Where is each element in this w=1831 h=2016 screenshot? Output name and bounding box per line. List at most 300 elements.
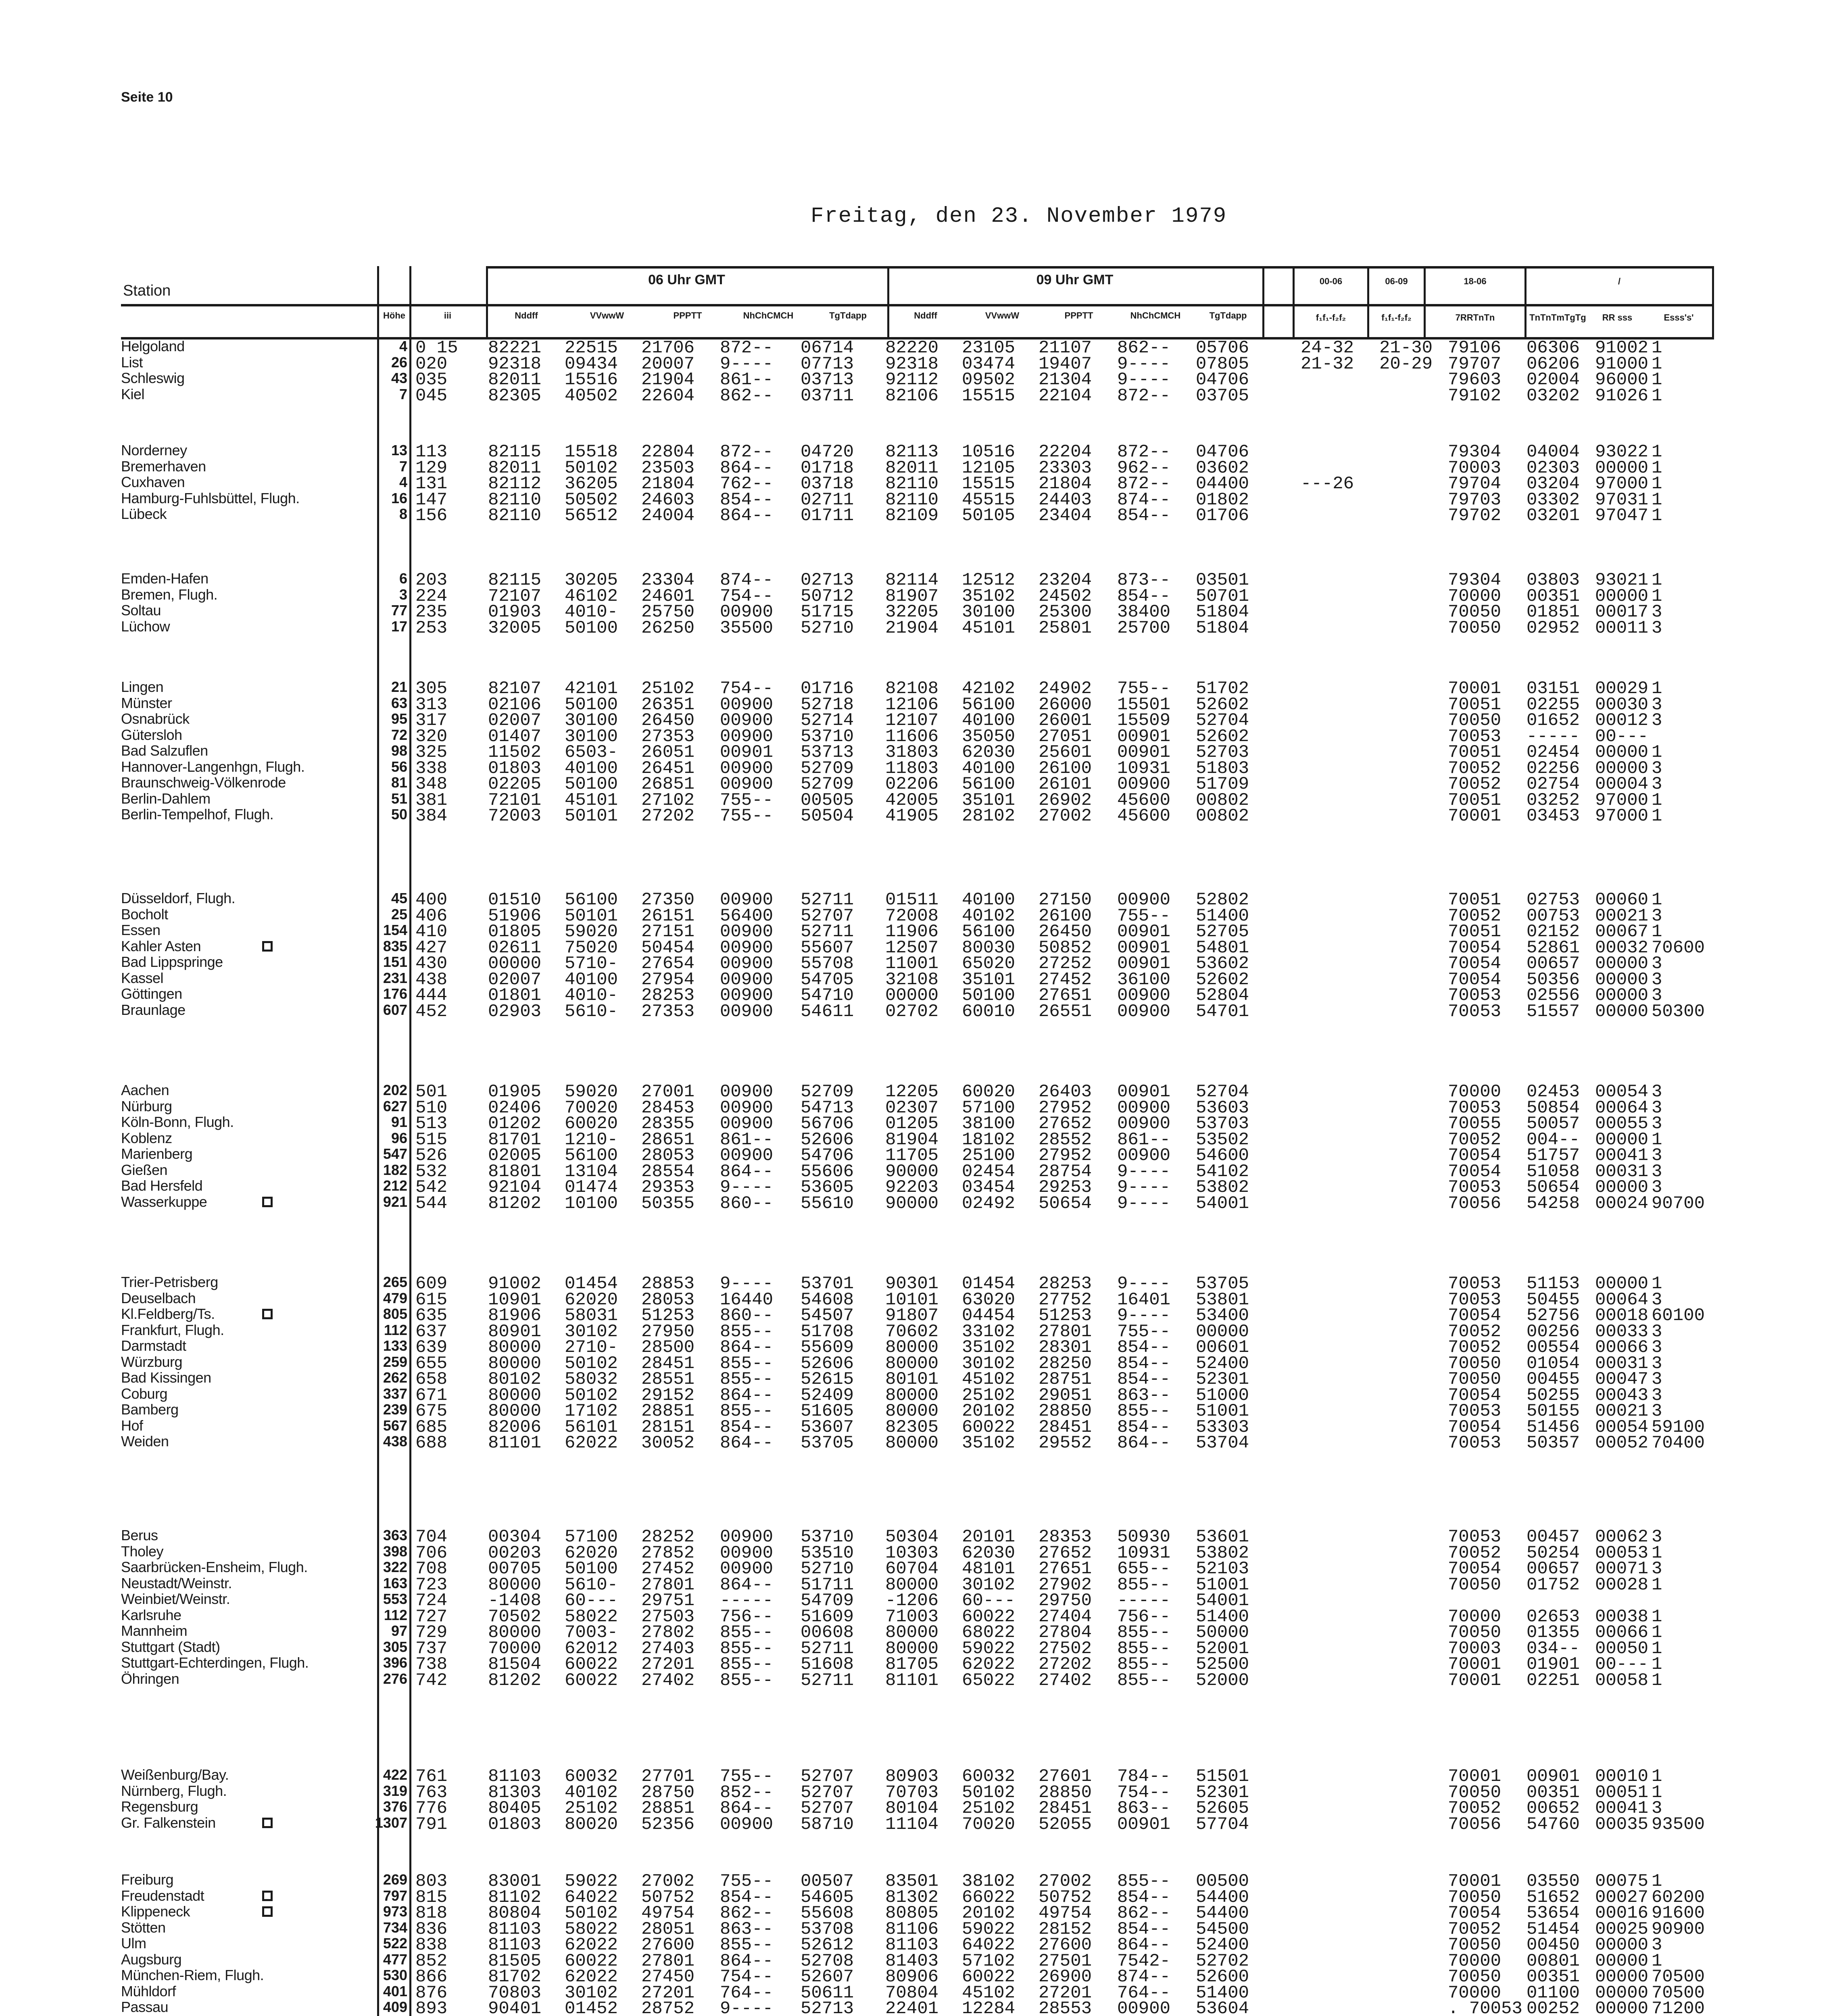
obs-value: 92318 — [488, 354, 542, 374]
obs-value: 852 — [415, 1951, 448, 1971]
obs-value: 00500 — [1196, 1871, 1249, 1891]
obs-value: 00038 — [1595, 1606, 1649, 1627]
obs-value: 1 — [1652, 1654, 1662, 1674]
obs-value: 82305 — [488, 385, 542, 406]
obs-value: 25100 — [962, 1145, 1016, 1166]
obs-value: 854-- — [1117, 1353, 1171, 1374]
obs-value: 3 — [1652, 1337, 1662, 1358]
obs-value: 60704 — [885, 1559, 939, 1579]
obs-value: 60032 — [565, 1766, 618, 1787]
obs-value: ----- — [1117, 1591, 1171, 1611]
obs-value: 00900 — [720, 1543, 774, 1563]
obs-value: 52400 — [1196, 1353, 1249, 1374]
obs-value: 58031 — [565, 1306, 618, 1326]
obs-value: 156 — [415, 506, 448, 526]
station-height: 25 — [391, 906, 407, 923]
station-height: 212 — [383, 1177, 407, 1194]
table-row — [0, 694, 1831, 715]
obs-value: 1 — [1652, 1622, 1662, 1643]
obs-value: 70703 — [885, 1782, 939, 1803]
obs-value: 35102 — [962, 1337, 1016, 1358]
obs-value: 02205 — [488, 774, 542, 794]
obs-value: 97000 — [1595, 790, 1649, 810]
station-name: Aachen — [121, 1082, 169, 1098]
obs-value: 755-- — [720, 1766, 774, 1787]
obs-value: 00043 — [1595, 1385, 1649, 1406]
obs-value: 03453 — [1527, 806, 1580, 826]
obs-value: 60--- — [962, 1591, 1016, 1611]
obs-value: 51400 — [1196, 906, 1249, 926]
obs-value: 82110 — [885, 489, 939, 510]
table-row — [0, 1274, 1831, 1294]
range3-header: 18-06 — [1464, 276, 1487, 286]
obs-value: 29051 — [1039, 1385, 1092, 1406]
obs-value: 00705 — [488, 1559, 542, 1579]
obs-value: 24502 — [1039, 586, 1092, 606]
obs-value: 4010- — [565, 985, 618, 1006]
obs-value: 27952 — [1039, 1098, 1092, 1118]
obs-value: 30100 — [565, 710, 618, 731]
obs-value: 861-- — [720, 370, 774, 390]
obs-value: 791 — [415, 1814, 448, 1835]
station-name: Hannover-Langenhgn, Flugh. — [121, 758, 305, 775]
obs-value: 50000 — [1196, 1622, 1249, 1643]
obs-value: 70053 — [1448, 985, 1502, 1006]
obs-value: 35500 — [720, 618, 774, 638]
obs-value: 79704 — [1448, 474, 1502, 494]
obs-value: 56100 — [962, 694, 1016, 715]
obs-value: 129 — [415, 458, 448, 478]
table-row — [0, 385, 1831, 406]
obs-value: 79102 — [1448, 385, 1502, 406]
obs-value: 62022 — [962, 1654, 1016, 1674]
mountain-station-marker — [262, 1309, 273, 1319]
obs-value: 855-- — [720, 1654, 774, 1674]
obs-value: 50654 — [1039, 1193, 1092, 1214]
obs-value: 81505 — [488, 1951, 542, 1971]
obs-value: 9---- — [1117, 370, 1171, 390]
gmt06-header: 06 Uhr GMT — [648, 272, 725, 287]
obs-value: 00053 — [1595, 1543, 1649, 1563]
obs-value: 52605 — [1196, 1798, 1249, 1818]
obs-value: 59020 — [565, 922, 618, 942]
obs-value: 27652 — [1039, 1543, 1092, 1563]
station-height: 154 — [383, 922, 407, 938]
obs-value: 03454 — [962, 1177, 1016, 1198]
obs-value: 13104 — [565, 1161, 618, 1182]
obs-value: 96000 — [1595, 370, 1649, 390]
obs-value: 762-- — [720, 474, 774, 494]
obs-value: 00608 — [801, 1622, 854, 1643]
table-row — [0, 1967, 1831, 1987]
obs-value: 00054 — [1595, 1082, 1649, 1102]
obs-value: 5710- — [565, 954, 618, 974]
obs-value: 862-- — [1117, 1903, 1171, 1923]
obs-value: 56100 — [565, 1145, 618, 1166]
station-height: 376 — [383, 1798, 407, 1815]
obs-value: 03718 — [801, 474, 854, 494]
obs-value: 00900 — [720, 1114, 774, 1134]
obs-value: 22804 — [641, 442, 695, 462]
obs-value: 52711 — [801, 1670, 854, 1691]
obs-value: 52301 — [1196, 1782, 1249, 1803]
obs-value: 4010- — [565, 602, 618, 622]
obs-value: 9---- — [720, 1274, 774, 1294]
station-height: 363 — [383, 1527, 407, 1543]
table-row — [0, 1177, 1831, 1198]
obs-value: 113 — [415, 442, 448, 462]
obs-value: 00000 — [1595, 1951, 1649, 1971]
obs-value: 15516 — [565, 370, 618, 390]
obs-value: 54605 — [801, 1887, 854, 1908]
obs-value: 1 — [1652, 679, 1662, 699]
obs-value: 00900 — [720, 1559, 774, 1579]
obs-value: 147 — [415, 489, 448, 510]
obs-value: 22204 — [1039, 442, 1092, 462]
obs-value: 00025 — [1595, 1919, 1649, 1939]
obs-value: 59100 — [1652, 1417, 1705, 1437]
obs-value: 639 — [415, 1337, 448, 1358]
obs-value: 90000 — [885, 1161, 939, 1182]
obs-value: 80000 — [885, 1574, 939, 1595]
obs-value: 70001 — [1448, 679, 1502, 699]
obs-value: 82107 — [488, 679, 542, 699]
obs-value: 10931 — [1117, 758, 1171, 779]
obs-value: 70050 — [1448, 1967, 1502, 1987]
obs-value: 40102 — [962, 906, 1016, 926]
obs-value: 866 — [415, 1967, 448, 1987]
obs-value: 863-- — [1117, 1798, 1171, 1818]
obs-value: 756-- — [720, 1606, 774, 1627]
obs-value: 79106 — [1448, 338, 1502, 358]
range4-sub: TnTnTmTgTg — [1529, 312, 1586, 323]
obs-value: 28451 — [1039, 1798, 1092, 1818]
table-row — [0, 1951, 1831, 1971]
station-name: Weinbiet/Weinstr. — [121, 1591, 230, 1607]
obs-value: 00051 — [1595, 1782, 1649, 1803]
station-name: Karlsruhe — [121, 1606, 181, 1623]
obs-value: 52103 — [1196, 1559, 1249, 1579]
obs-value: 874-- — [1117, 489, 1171, 510]
obs-value: 82110 — [488, 506, 542, 526]
obs-value: 00000 — [885, 985, 939, 1006]
obs-value: 12205 — [885, 1082, 939, 1102]
obs-value: 19407 — [1039, 354, 1092, 374]
obs-value: 01805 — [488, 922, 542, 942]
obs-value: 70050 — [1448, 1935, 1502, 1955]
obs-value: 754-- — [720, 1967, 774, 1987]
obs-value: 28554 — [641, 1161, 695, 1182]
obs-value: 00000 — [1595, 954, 1649, 974]
table-row — [0, 1782, 1831, 1803]
obs-value: 00067 — [1595, 922, 1649, 942]
obs-value: 52500 — [1196, 1654, 1249, 1674]
obs-value: 00900 — [720, 969, 774, 990]
obs-value: 02256 — [1527, 758, 1580, 779]
obs-value: 51253 — [1039, 1306, 1092, 1326]
obs-value: 03474 — [962, 354, 1016, 374]
obs-value: 045 — [415, 385, 448, 406]
obs-value: 51605 — [801, 1401, 854, 1421]
header-rule-top-right — [1295, 266, 1714, 269]
obs-value: 82110 — [488, 489, 542, 510]
obs-value: 28853 — [641, 1274, 695, 1294]
obs-value: 27852 — [641, 1543, 695, 1563]
obs-value: 57100 — [565, 1527, 618, 1547]
obs-value: 26403 — [1039, 1082, 1092, 1102]
obs-value: 836 — [415, 1919, 448, 1939]
table-row — [0, 506, 1831, 526]
obs-value: 54760 — [1527, 1814, 1580, 1835]
obs-value: 1 — [1652, 385, 1662, 406]
obs-value: 80000 — [885, 1401, 939, 1421]
obs-value: 45101 — [565, 790, 618, 810]
obs-value: 1 — [1652, 1574, 1662, 1595]
col09-temp: TgTdapp — [1209, 310, 1247, 321]
height-header: Höhe — [383, 310, 405, 321]
obs-value: 30205 — [565, 570, 618, 590]
obs-value: 01706 — [1196, 506, 1249, 526]
obs-value: 864-- — [720, 1798, 774, 1818]
obs-value: 28552 — [1039, 1129, 1092, 1150]
station-height: 7 — [399, 458, 407, 475]
obs-value: 723 — [415, 1574, 448, 1595]
obs-value: 27804 — [1039, 1622, 1092, 1643]
obs-value: 70054 — [1448, 1161, 1502, 1182]
obs-value: 755-- — [720, 790, 774, 810]
obs-value: 00601 — [1196, 1337, 1249, 1358]
obs-value: 27001 — [641, 1082, 695, 1102]
col09-clouds: NhChCMCH — [1130, 310, 1181, 321]
obs-value: 70053 — [1448, 1401, 1502, 1421]
obs-value: 20-29 — [1379, 354, 1433, 374]
station-name: Bremen, Flugh. — [121, 586, 218, 603]
obs-value: 71200 — [1652, 1999, 1705, 2016]
obs-value: 70001 — [1448, 806, 1502, 826]
obs-value: 70054 — [1448, 1145, 1502, 1166]
obs-value: 864-- — [1117, 1433, 1171, 1453]
obs-value: 532 — [415, 1161, 448, 1182]
obs-value: 62030 — [962, 1543, 1016, 1563]
obs-value: 50254 — [1527, 1543, 1580, 1563]
obs-value: 1 — [1652, 890, 1662, 910]
obs-value: 862-- — [720, 1903, 774, 1923]
station-name: Mühldorf — [121, 1983, 176, 1999]
obs-value: 510 — [415, 1098, 448, 1118]
obs-value: 30102 — [565, 1321, 618, 1342]
station-height: 276 — [383, 1670, 407, 1687]
obs-value: 1 — [1652, 442, 1662, 462]
obs-value: 253 — [415, 618, 448, 638]
obs-value: 27801 — [641, 1574, 695, 1595]
table-row — [0, 602, 1831, 622]
station-name: Würzburg — [121, 1353, 183, 1370]
obs-value: 28053 — [641, 1289, 695, 1310]
obs-value: 25102 — [962, 1385, 1016, 1406]
obs-value: 28850 — [1039, 1782, 1092, 1803]
col06-vvwww: VVwwW — [590, 310, 624, 321]
obs-value: 876 — [415, 1983, 448, 2003]
obs-value: 203 — [415, 570, 448, 590]
header-divider — [1712, 266, 1714, 337]
station-height: 921 — [383, 1193, 407, 1210]
obs-value: 70053 — [1448, 1001, 1502, 1022]
obs-value: 00351 — [1527, 586, 1580, 606]
obs-value: 542 — [415, 1177, 448, 1198]
obs-value: 97031 — [1595, 489, 1649, 510]
obs-value: 07805 — [1196, 354, 1249, 374]
obs-value: 28754 — [1039, 1161, 1092, 1182]
table-row — [0, 937, 1831, 958]
obs-value: 70400 — [1652, 1433, 1705, 1453]
obs-value: 16440 — [720, 1289, 774, 1310]
obs-value: 52602 — [1196, 726, 1249, 747]
station-name: Bocholt — [121, 906, 168, 923]
obs-value: 10101 — [885, 1289, 939, 1310]
obs-value: 54801 — [1196, 937, 1249, 958]
obs-value: 54500 — [1196, 1919, 1249, 1939]
station-height: 322 — [383, 1559, 407, 1575]
obs-value: 90700 — [1652, 1193, 1705, 1214]
obs-value: 00802 — [1196, 790, 1249, 810]
station-height: 95 — [391, 710, 407, 727]
obs-value: 52756 — [1527, 1306, 1580, 1326]
table-row — [0, 1887, 1831, 1908]
obs-value: 20102 — [962, 1903, 1016, 1923]
obs-value: 727 — [415, 1606, 448, 1627]
obs-value: 97047 — [1595, 506, 1649, 526]
obs-value: 28551 — [641, 1369, 695, 1389]
obs-value: 00351 — [1527, 1782, 1580, 1803]
station-height: 7 — [399, 385, 407, 402]
obs-value: 97000 — [1595, 474, 1649, 494]
obs-value: 00304 — [488, 1527, 542, 1547]
obs-value: 02307 — [885, 1098, 939, 1118]
obs-value: 70054 — [1448, 1559, 1502, 1579]
obs-value: 53705 — [1196, 1274, 1249, 1294]
obs-value: 93500 — [1652, 1814, 1705, 1835]
obs-value: 80405 — [488, 1798, 542, 1818]
obs-value: 22604 — [641, 385, 695, 406]
obs-value: 51609 — [801, 1606, 854, 1627]
obs-value: 35050 — [962, 726, 1016, 747]
obs-value: 50454 — [641, 937, 695, 958]
obs-value: 00052 — [1595, 1433, 1649, 1453]
obs-value: 00058 — [1595, 1670, 1649, 1691]
obs-value: 3 — [1652, 694, 1662, 715]
obs-value: 24603 — [641, 489, 695, 510]
station-name: Stötten — [121, 1919, 166, 1936]
obs-value: 81907 — [885, 586, 939, 606]
obs-value: 864-- — [720, 1337, 774, 1358]
obs-value: 764-- — [1117, 1983, 1171, 2003]
obs-value: 35101 — [962, 790, 1016, 810]
obs-value: 60020 — [565, 1114, 618, 1134]
obs-value: 52714 — [801, 710, 854, 731]
obs-value: 00000 — [1595, 1935, 1649, 1955]
obs-value: 52710 — [801, 1559, 854, 1579]
obs-value: 25750 — [641, 602, 695, 622]
obs-value: 00--- — [1595, 726, 1649, 747]
obs-value: 51803 — [1196, 758, 1249, 779]
obs-value: 50355 — [641, 1193, 695, 1214]
table-row — [0, 1814, 1831, 1835]
obs-value: 56706 — [801, 1114, 854, 1134]
obs-value: 50357 — [1527, 1433, 1580, 1453]
obs-value: 52600 — [1196, 1967, 1249, 1987]
obs-value: 26900 — [1039, 1967, 1092, 1987]
obs-value: 5610- — [565, 1574, 618, 1595]
obs-value: 02753 — [1527, 890, 1580, 910]
obs-value: 30100 — [962, 602, 1016, 622]
obs-value: 70051 — [1448, 694, 1502, 715]
obs-value: 03252 — [1527, 790, 1580, 810]
obs-value: 45101 — [962, 618, 1016, 638]
obs-value: 70602 — [885, 1321, 939, 1342]
obs-value: 00066 — [1595, 1622, 1649, 1643]
obs-value: 79707 — [1448, 354, 1502, 374]
obs-value: 3 — [1652, 1559, 1662, 1579]
station-name: Frankfurt, Flugh. — [121, 1321, 224, 1338]
table-row — [0, 1114, 1831, 1134]
obs-value: 28453 — [641, 1098, 695, 1118]
table-row — [0, 442, 1831, 462]
obs-value: 55607 — [801, 937, 854, 958]
obs-value: 00900 — [1117, 1145, 1171, 1166]
obs-value: 00033 — [1595, 1321, 1649, 1342]
obs-value: 40100 — [962, 890, 1016, 910]
station-name: Mannheim — [121, 1622, 188, 1639]
obs-value: 00900 — [720, 694, 774, 715]
obs-value: 27902 — [1039, 1574, 1092, 1595]
obs-value: 45515 — [962, 489, 1016, 510]
obs-value: 21107 — [1039, 338, 1092, 358]
obs-value: 2710- — [565, 1337, 618, 1358]
obs-value: 27600 — [1039, 1935, 1092, 1955]
obs-value: 40100 — [565, 969, 618, 990]
obs-value: 317 — [415, 710, 448, 731]
obs-value: 81403 — [885, 1951, 939, 1971]
obs-value: 861-- — [720, 1129, 774, 1150]
obs-value: ----- — [1527, 726, 1580, 747]
obs-value: 52704 — [1196, 710, 1249, 731]
obs-value: 82113 — [885, 442, 939, 462]
obs-value: 04706 — [1196, 370, 1249, 390]
obs-value: 30100 — [565, 726, 618, 747]
obs-value: 03204 — [1527, 474, 1580, 494]
obs-value: 53502 — [1196, 1129, 1249, 1150]
obs-value: 9---- — [1117, 1193, 1171, 1214]
obs-value: 50100 — [565, 774, 618, 794]
obs-value: 02004 — [1527, 370, 1580, 390]
obs-value: 50852 — [1039, 937, 1092, 958]
station-header: Station — [123, 282, 171, 299]
obs-value: 00901 — [1527, 1766, 1580, 1787]
obs-value: 53703 — [1196, 1114, 1249, 1134]
table-row — [0, 1574, 1831, 1595]
obs-value: 36205 — [565, 474, 618, 494]
station-name: Bad Salzuflen — [121, 742, 208, 759]
obs-value: 00901 — [1117, 937, 1171, 958]
obs-value: 00064 — [1595, 1098, 1649, 1118]
obs-value: 27151 — [641, 922, 695, 942]
obs-value: 01711 — [801, 506, 854, 526]
obs-value: 53654 — [1527, 1903, 1580, 1923]
table-row — [0, 586, 1831, 606]
obs-value: 27651 — [1039, 1559, 1092, 1579]
station-name: Berlin-Tempelhof, Flugh. — [121, 806, 274, 823]
table-row — [0, 1098, 1831, 1118]
